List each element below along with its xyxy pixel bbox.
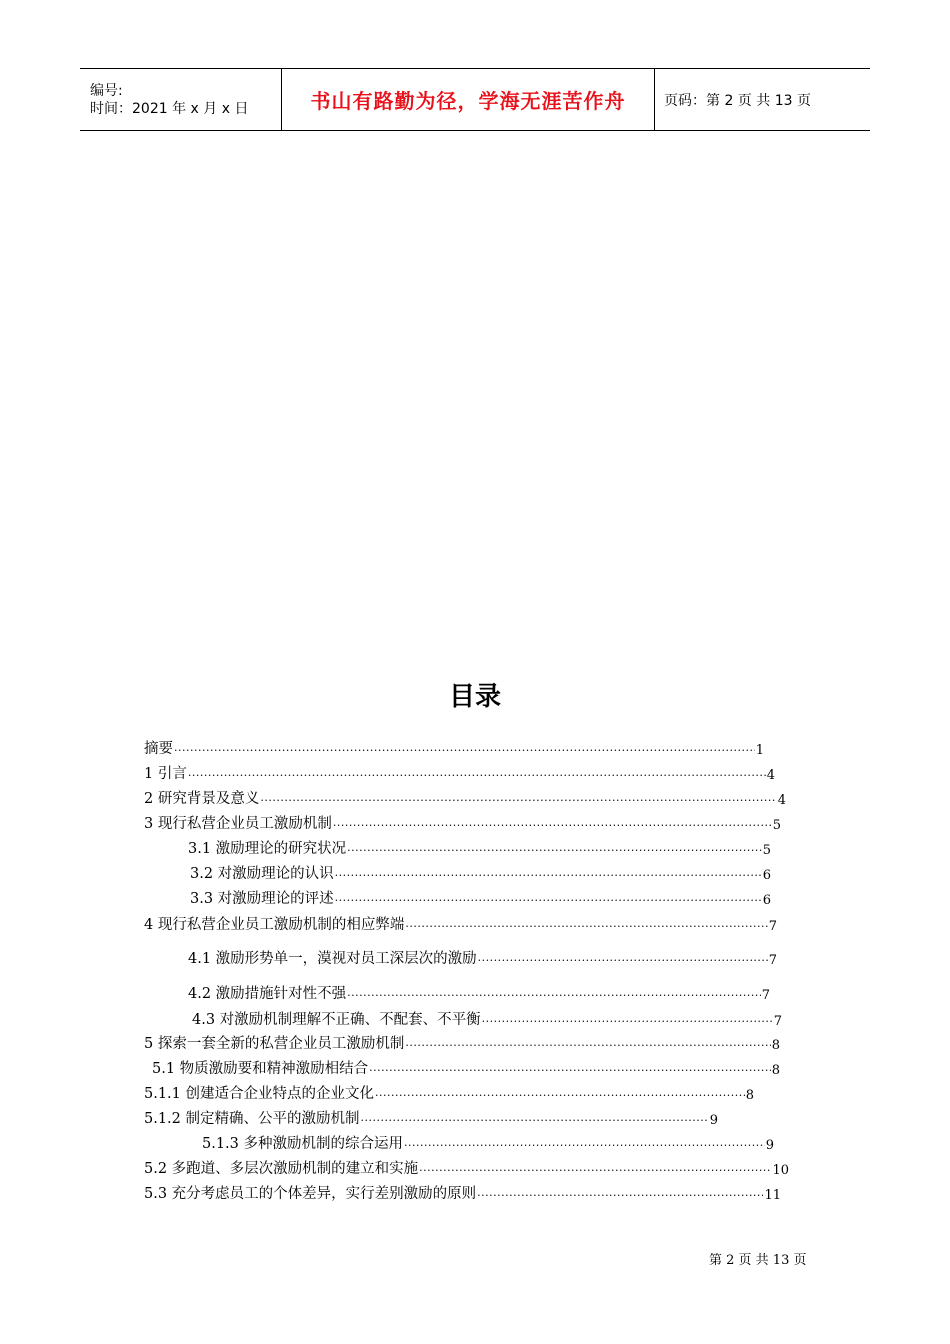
toc-leader-dots (347, 844, 762, 858)
toc-leader-dots (477, 1189, 763, 1203)
toc-entry-page: 4 (766, 768, 775, 783)
toc-entry[interactable] (144, 786, 786, 808)
toc-entry-page: 7 (768, 953, 777, 968)
toc-entry-page: 10 (772, 1163, 789, 1178)
toc-title: 目录 (448, 682, 501, 712)
toc-entry-page: 9 (709, 1113, 718, 1128)
toc-leader-dots (478, 954, 768, 968)
toc-entry[interactable] (144, 1081, 754, 1103)
toc-entry-page: 9 (765, 1138, 774, 1153)
motto-text: 书山有路勤为径，学海无涯苦作舟 (310, 89, 626, 113)
toc-leader-dots (188, 769, 766, 783)
toc-entry[interactable] (144, 1181, 781, 1203)
toc-leader-dots (482, 1015, 773, 1029)
toc-entry[interactable] (152, 1056, 780, 1078)
footer-page-number: 第 2 页 共 13 页 (709, 1253, 807, 1268)
toc-entry-label: 3 现行私营企业员工激励机制 (144, 816, 332, 832)
toc-entry-label: 3.2 对激励理论的认识 (190, 866, 334, 882)
toc-entry[interactable] (144, 1156, 789, 1178)
toc-entry[interactable] (188, 836, 771, 858)
toc-entry[interactable] (144, 761, 775, 783)
toc-entry-page: 7 (768, 919, 777, 934)
header-page-info (655, 69, 870, 130)
toc-entry[interactable] (144, 736, 764, 758)
toc-leader-dots (369, 1064, 771, 1078)
toc-entry[interactable] (192, 1007, 782, 1029)
toc-leader-dots (335, 869, 762, 883)
toc-entry[interactable] (188, 946, 777, 968)
toc-entry-page: 8 (771, 1038, 780, 1053)
toc-entry-page: 5 (762, 843, 771, 858)
toc-entry-page: 11 (764, 1188, 781, 1203)
toc-entry-page: 8 (771, 1063, 780, 1078)
toc-leader-dots (404, 1139, 765, 1153)
toc-entry-label: 5.1.3 多种激励机制的综合运用 (202, 1136, 404, 1152)
toc-entry[interactable] (144, 811, 781, 833)
toc-entry-page: 7 (773, 1014, 782, 1029)
toc-entry-page: 5 (772, 818, 781, 833)
toc-leader-dots (260, 794, 776, 808)
toc-entry-label: 1 引言 (144, 766, 187, 782)
toc-entry[interactable] (144, 1031, 780, 1053)
toc-entry-page: 1 (755, 743, 764, 758)
page-header (80, 68, 870, 131)
toc-entry[interactable] (144, 912, 777, 934)
toc-leader-dots (335, 894, 762, 908)
toc-entry-label: 5.1.2 制定精确、公平的激励机制 (144, 1111, 360, 1127)
toc-entry-label: 4.1 激励形势单一，漠视对员工深层次的激励 (188, 951, 477, 967)
toc-entry[interactable] (190, 886, 771, 908)
toc-entry-label: 4.2 激励措施针对性不强 (188, 986, 347, 1002)
document-number-label: 编号: (90, 82, 123, 99)
toc-entry[interactable] (190, 861, 771, 883)
toc-entry-page: 7 (761, 988, 770, 1003)
header-motto (282, 69, 655, 130)
toc-leader-dots (375, 1089, 745, 1103)
toc-entry-page: 6 (762, 868, 771, 883)
toc-leader-dots (174, 744, 755, 758)
toc-leader-dots (405, 920, 767, 934)
toc-entry-label: 5.1.1 创建适合企业特点的企业文化 (144, 1086, 375, 1102)
toc-leader-dots (361, 1114, 709, 1128)
toc-entry-label: 5.2 多跑道、多层次激励机制的建立和实施 (144, 1161, 419, 1177)
toc-entry-page: 6 (762, 893, 771, 908)
toc-entry-label: 3.1 激励理论的研究状况 (188, 841, 347, 857)
toc-entry-label: 5.1 物质激励要和精神激励相结合 (152, 1061, 369, 1077)
page-footer (709, 1249, 806, 1268)
header-meta (80, 69, 282, 130)
toc-entry-label: 3.3 对激励理论的评述 (190, 891, 334, 907)
toc-leader-dots (347, 989, 761, 1003)
toc-leader-dots (333, 819, 772, 833)
toc-entry-page: 4 (777, 793, 786, 808)
toc-entry[interactable] (144, 1106, 718, 1128)
toc-entry-label: 4 现行私营企业员工激励机制的相应弊端 (144, 917, 405, 933)
document-date: 时间：2021 年 x 月 x 日 (90, 100, 249, 117)
toc-entry-label: 4.3 对激励机制理解不正确、不配套、不平衡 (192, 1012, 481, 1028)
toc-leader-dots (419, 1164, 771, 1178)
toc-entry-label: 2 研究背景及意义 (144, 791, 260, 807)
header-page-number: 页码：第 2 页 共 13 页 (664, 92, 811, 109)
toc-entry[interactable] (202, 1131, 774, 1153)
toc-leader-dots (405, 1039, 770, 1053)
toc-entry-label: 5.3 充分考虑员工的个体差异，实行差别激励的原则 (144, 1186, 477, 1202)
toc-entry-page: 8 (745, 1088, 754, 1103)
toc-entry-label: 5 探索一套全新的私营企业员工激励机制 (144, 1036, 405, 1052)
toc-entry[interactable] (188, 981, 770, 1003)
toc-entry-label: 摘要 (144, 741, 173, 757)
